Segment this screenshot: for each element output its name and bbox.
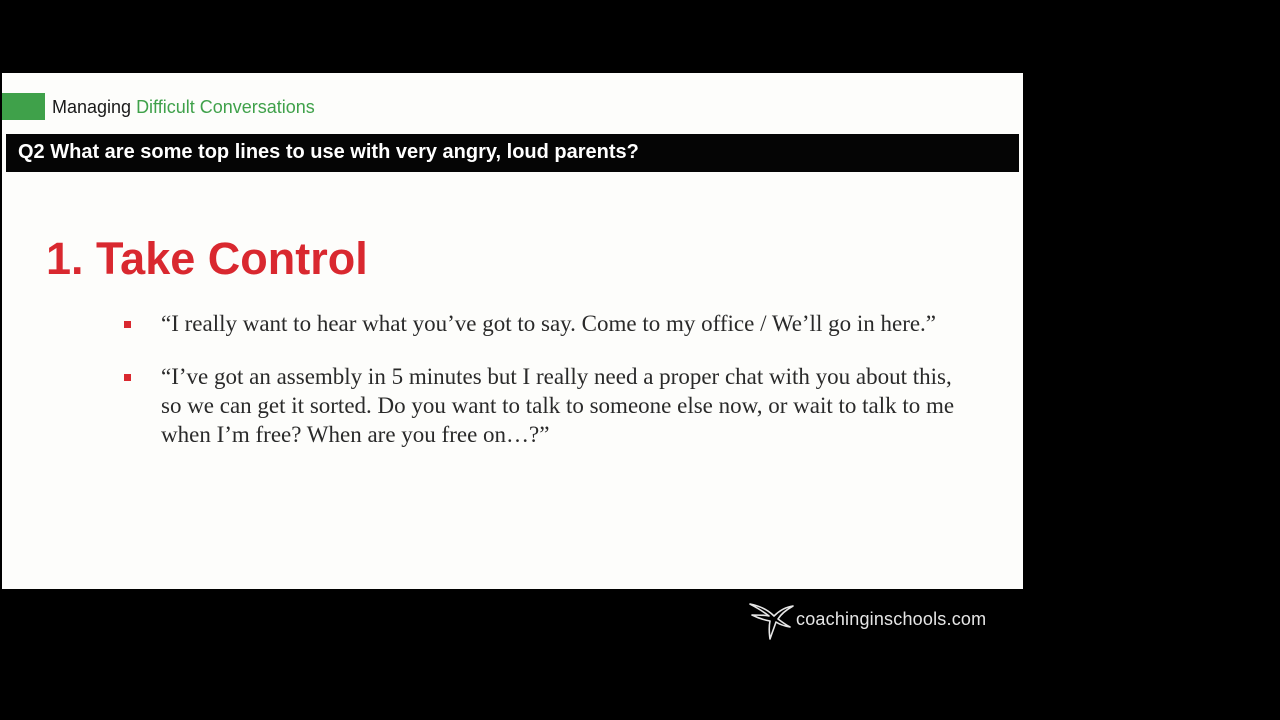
bullet-text: “I really want to hear what you’ve got to say. Come to my office / We’ll go in here.” xyxy=(161,311,937,336)
brand-logo xyxy=(748,598,986,640)
deck-title xyxy=(52,94,315,120)
logo-text: coachinginschools.com xyxy=(796,608,987,629)
bullet-item xyxy=(122,362,972,449)
bullet-text: “I’ve got an assembly in 5 minutes but I really need a proper chat with you about this, so we can get it sorted. Do you want to talk to someone else now, or wait to talk to me when I’m free? When are you free on…?” xyxy=(161,364,955,447)
deck-title-highlight: Difficult Conversations xyxy=(136,97,315,117)
header-accent-block xyxy=(2,93,45,120)
bullet-item xyxy=(122,309,972,338)
swallow-bird-icon xyxy=(748,598,794,640)
square-bullet-icon xyxy=(124,374,131,381)
question-text: Q2 What are some top lines to use with very angry, loud parents? xyxy=(18,141,639,163)
question-bar xyxy=(6,134,1019,172)
presentation-slide xyxy=(2,73,1023,589)
slide-heading: 1. Take Control xyxy=(46,233,368,284)
deck-title-prefix: Managing xyxy=(52,97,137,117)
bullet-list xyxy=(122,309,972,473)
square-bullet-icon xyxy=(124,321,131,328)
